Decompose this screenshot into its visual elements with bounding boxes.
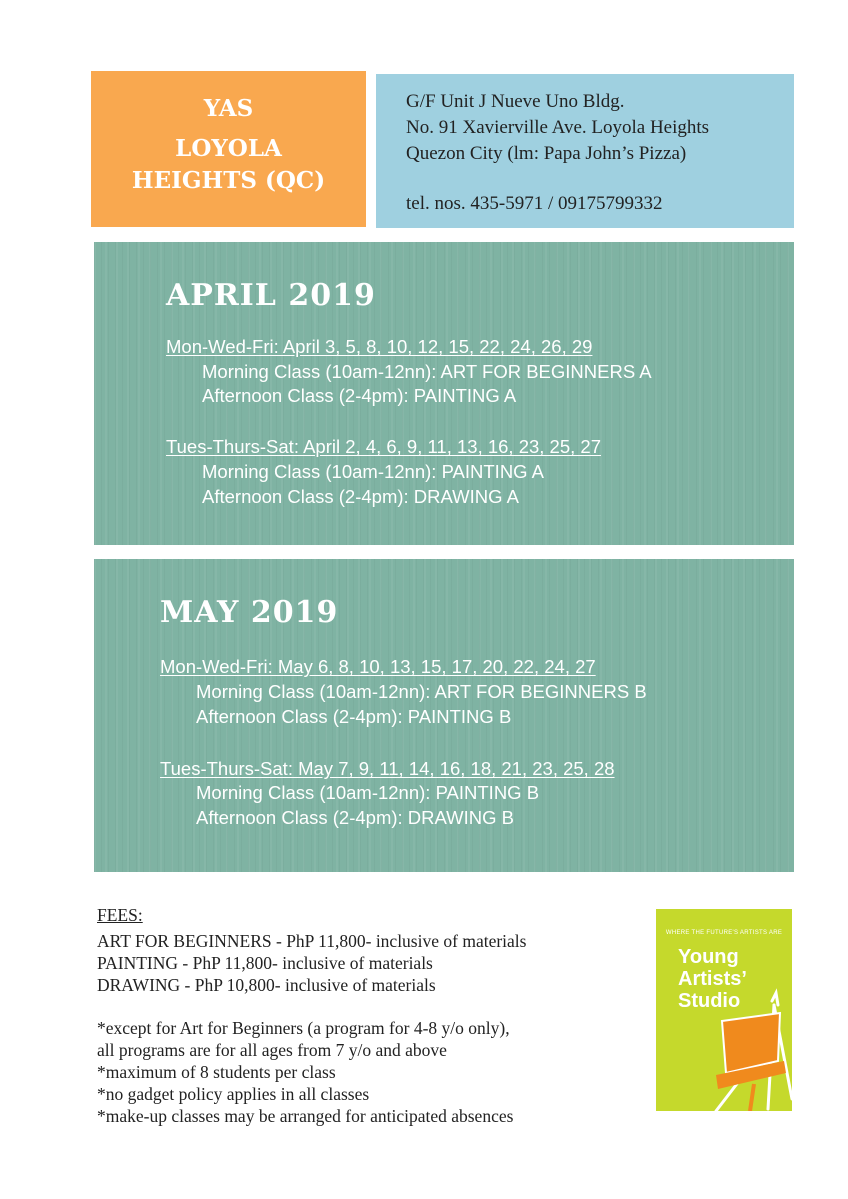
may-tts-dates: Tues-Thurs-Sat: May 7, 9, 11, 14, 16, 18, 21, 23, 25, 28 xyxy=(160,758,615,779)
may-mwf-morning: Morning Class (10am-12nn): ART FOR BEGINNERS B xyxy=(196,681,647,702)
address-line-1: G/F Unit J Nueve Uno Bldg. xyxy=(406,91,625,112)
location-line-2: LOYOLA xyxy=(175,135,282,162)
logo-name-line-2: Artists’ xyxy=(678,968,747,990)
april-tts-dates: Tues-Thurs-Sat: April 2, 4, 6, 9, 11, 13, 16, 23, 25, 27 xyxy=(166,436,601,457)
location-line-3: HEIGHTS (QC) xyxy=(131,167,326,194)
address-line-2: No. 91 Xavierville Ave. Loyola Heights xyxy=(406,117,710,138)
address-line-3: Quezon City (lm: Papa John’s Pizza) xyxy=(406,143,687,164)
location-line-1: YAS xyxy=(203,95,254,122)
april-tts-morning: Morning Class (10am-12nn): PAINTING A xyxy=(202,461,545,482)
may-tts-afternoon: Afternoon Class (2-4pm): DRAWING B xyxy=(196,807,515,828)
fee-item: ART FOR BEGINNERS - PhP 11,800- inclusive of materials xyxy=(97,931,527,951)
april-mwf-dates: Mon-Wed-Fri: April 3, 5, 8, 10, 12, 15, 22, 24, 26, 29 xyxy=(166,336,593,357)
april-title: APRIL 2019 xyxy=(166,278,376,313)
young-artists-studio-logo xyxy=(656,909,792,1111)
may-schedule-panel xyxy=(94,559,794,872)
logo-name xyxy=(678,946,747,1012)
fee-note: all programs are for all ages from 7 y/o and above xyxy=(97,1040,447,1060)
april-tts-afternoon: Afternoon Class (2-4pm): DRAWING A xyxy=(202,486,519,507)
fee-item: PAINTING - PhP 11,800- inclusive of materials xyxy=(97,953,433,973)
fees-heading: FEES: xyxy=(97,905,143,925)
may-mwf-afternoon: Afternoon Class (2-4pm): PAINTING B xyxy=(196,706,512,727)
fee-note: *maximum of 8 students per class xyxy=(97,1062,336,1082)
fee-note: *make-up classes may be arranged for anticipated absences xyxy=(97,1106,514,1126)
april-mwf-afternoon: Afternoon Class (2-4pm): PAINTING A xyxy=(202,385,517,406)
logo-tagline: WHERE THE FUTURE'S ARTISTS ARE xyxy=(665,930,783,936)
logo-name-line-3: Studio xyxy=(678,990,741,1012)
fee-note: *except for Art for Beginners (a program for 4-8 y/o only), xyxy=(97,1018,510,1038)
address-box xyxy=(376,74,794,228)
fee-item: DRAWING - PhP 10,800- inclusive of materials xyxy=(97,975,436,995)
may-title: MAY 2019 xyxy=(160,595,339,630)
logo-name-line-1: Young xyxy=(678,946,739,968)
location-box xyxy=(91,71,366,227)
may-mwf-dates: Mon-Wed-Fri: May 6, 8, 10, 13, 15, 17, 20, 22, 24, 27 xyxy=(160,656,596,677)
april-schedule-panel xyxy=(94,242,794,545)
april-mwf-morning: Morning Class (10am-12nn): ART FOR BEGINNERS A xyxy=(202,361,652,382)
may-tts-morning: Morning Class (10am-12nn): PAINTING B xyxy=(196,782,540,803)
fee-note: *no gadget policy applies in all classes xyxy=(97,1084,370,1104)
phone-numbers: tel. nos. 435-5971 / 09175799332 xyxy=(406,193,663,214)
